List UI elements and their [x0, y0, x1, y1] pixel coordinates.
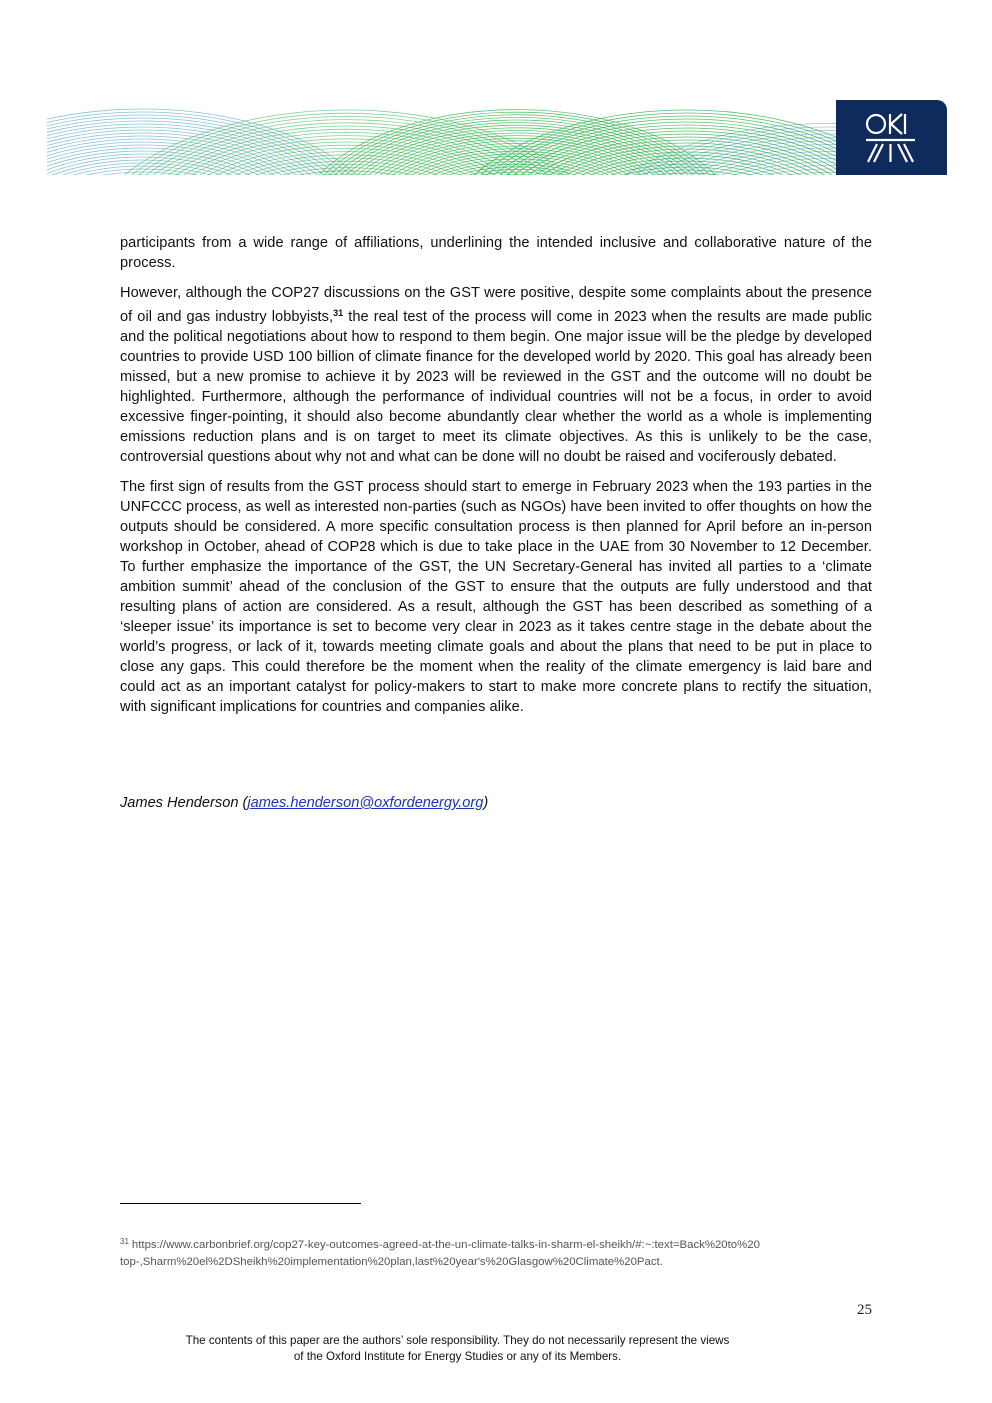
paragraph-1: participants from a wide range of affiliations, underlining the intended inclusive and collaborative nature of the process. [120, 235, 872, 271]
author-close-paren: ) [483, 795, 489, 811]
disclaimer-line-1: The contents of this paper are the authors’ sole responsibility. They do not necessarily represent the views [185, 1334, 730, 1347]
oies-logo [836, 100, 947, 175]
paragraph-2-text-b: the real test of the process will come in 2023 when the results are made public and the political negotiations about how to respond to them begin. One major issue will be the pledge by developed countries to provide USD 100 billion of climate finance for the developed world by 2020. This goal has already been missed, but a new promise to achieve it by 2023 will be reviewed in the GST and the outcome will no doubt be highlighted. Furthermore, although the performance of individual countries will not be a focus, in order to avoid excessive finger-pointing, it should also become abundantly clear whether the world as a whole is implementing emissions reduction plans and is on target to meet its climate objectives. As this is unlikely to be the case, controversial questions about why not and what can be done will no doubt be raised and vociferously debated. [120, 309, 872, 465]
article-body [120, 233, 872, 727]
paragraph-3: The first sign of results from the GST process should start to emerge in February 2023 when the 193 parties in the UNFCCC process, as well as interested non-parties (such as NGOs) have been invited to offer thoughts on how the outputs should be considered. A more specific consultation process is then planned for April before an in-person workshop in October, ahead of COP28 which is due to take place in the UAE from 30 November to 12 December. To further emphasize the importance of the GST, the UN Secretary-General has invited all parties to a ‘climate ambition summit’ ahead of the conclusion of the GST to ensure that the outputs are fully understood and that resulting plans of action are considered. As a result, although the GST has been described as something of a ‘sleeper issue’ its importance is set to become very clear in 2023 as it takes centre stage in the debate about the world’s progress, or lack of it, towards meeting climate goals and about the plans that need to be put in place to close any gaps. This could therefore be the moment when the reality of the climate emergency is laid bare and could act as an important catalyst for policy-makers to start to make more concrete plans to rectify the situation, with significant implications for countries and companies alike. [120, 479, 872, 715]
disclaimer [110, 1333, 805, 1364]
page-number: 25 [857, 1302, 872, 1318]
paragraph-2 [120, 283, 872, 467]
footnote-reference[interactable]: 31 [333, 308, 344, 318]
oies-logo-icon [836, 100, 947, 175]
paragraph-2-text-a: However, although the COP27 discussions on the GST were positive, despite some complaints about the presence of oil and gas industry lobbyists, [120, 285, 872, 325]
author-email-link[interactable]: james.henderson@oxfordenergy.org [247, 795, 484, 811]
wave-pattern-graphic [47, 100, 836, 175]
author-name: James Henderson ( [120, 795, 248, 811]
footnote-number: 31 [120, 1237, 129, 1246]
author-line [120, 793, 872, 813]
disclaimer-line-2: of the Oxford Institute for Energy Studies or any of its Members. [293, 1349, 622, 1363]
header-banner [47, 100, 947, 175]
footnote-url[interactable]: https://www.carbonbrief.org/cop27-key-outcomes-agreed-at-the-un-climate-talks-in-sharm-el-sheikh/#:~:text=Back%20to%20top-,Sharm%20el%2DSheikh%20implementation%20plan,last%20year's%20Glasgow%20Climate%20Pact. [120, 1239, 760, 1268]
footnote-divider [120, 1203, 361, 1204]
footnote [120, 1234, 760, 1271]
